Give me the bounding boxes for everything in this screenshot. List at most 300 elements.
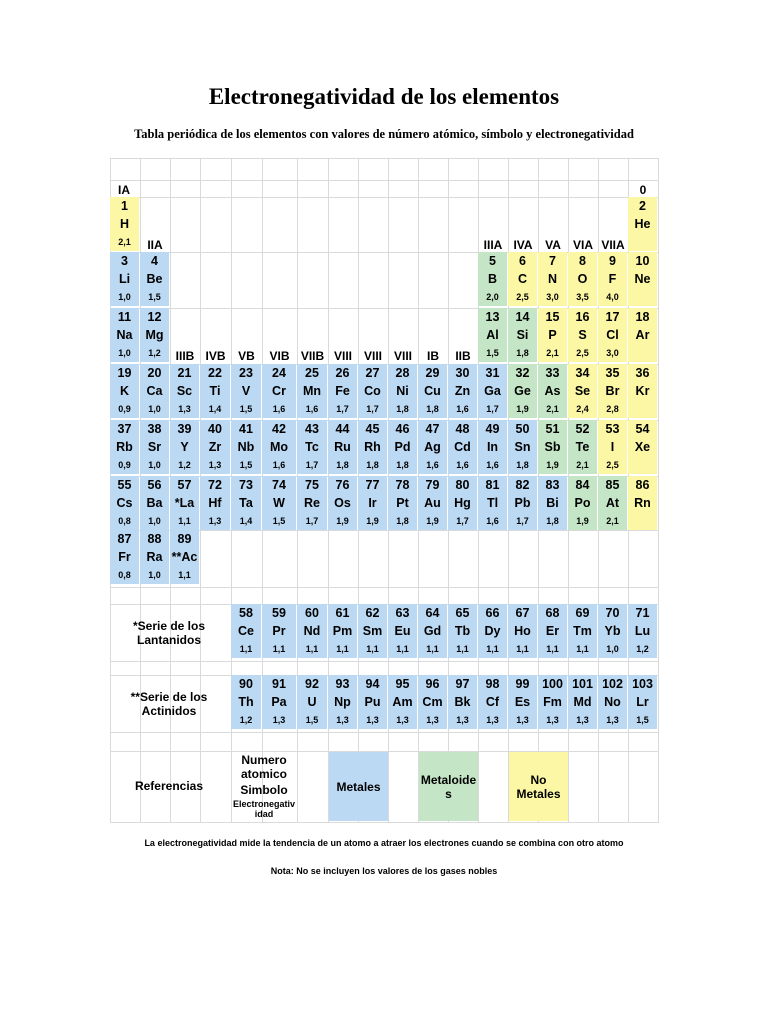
atomic-number: 69 <box>575 606 590 620</box>
electronegativity-value: 1,1 <box>516 644 529 654</box>
atomic-number: 82 <box>515 478 530 492</box>
element-ra <box>140 530 169 584</box>
element-bk <box>448 675 477 729</box>
atomic-number: 53 <box>605 422 620 436</box>
electronegativity-value: 1,6 <box>272 404 286 414</box>
atomic-number: 33 <box>545 366 560 380</box>
element-tm <box>568 604 597 658</box>
element-po <box>568 476 597 530</box>
atomic-number: 28 <box>395 366 410 380</box>
element-pm <box>328 604 357 658</box>
atomic-number: 86 <box>635 478 650 492</box>
atomic-number: 29 <box>425 366 440 380</box>
atomic-number: 97 <box>455 677 470 691</box>
electronegativity-value: 1,1 <box>576 644 589 654</box>
element-symbol: Pt <box>396 496 409 510</box>
electronegativity-value: 1,3 <box>396 715 409 725</box>
element-re <box>297 476 327 530</box>
electronegativity-value: 1,5 <box>486 348 499 358</box>
electronegativity-value: 1,7 <box>516 516 529 526</box>
element-symbol: No <box>604 695 621 709</box>
atomic-number: 4 <box>151 254 158 268</box>
element-symbol: Cr <box>272 384 286 398</box>
atomic-number: 95 <box>395 677 410 691</box>
electronegativity-value: 1,5 <box>239 460 253 470</box>
atomic-number: 57 <box>177 478 192 492</box>
atomic-number: 73 <box>239 478 253 492</box>
element-sc <box>170 364 199 418</box>
element-ac <box>170 530 199 584</box>
element-symbol: K <box>119 384 130 398</box>
element-symbol: He <box>634 217 651 231</box>
electronegativity-value: 1,4 <box>239 516 253 526</box>
group-header: IA <box>118 183 130 197</box>
electronegativity-value: 1,6 <box>456 460 469 470</box>
element-th <box>231 675 261 729</box>
element-ta <box>231 476 261 530</box>
ref-nonmetals: No Metales <box>509 752 568 821</box>
atomic-number: 46 <box>395 422 410 436</box>
element-symbol: At <box>605 496 620 510</box>
electronegativity-value: 1,7 <box>366 404 379 414</box>
element-ga <box>478 364 507 418</box>
element-pr <box>262 604 296 658</box>
atomic-number: 72 <box>208 478 222 492</box>
atomic-number: 64 <box>425 606 440 620</box>
electronegativity-value: 1,9 <box>516 404 529 414</box>
atomic-number: 74 <box>272 478 286 492</box>
atomic-number: 23 <box>239 366 253 380</box>
group-header: VIB <box>269 349 290 363</box>
element-dy <box>478 604 507 658</box>
atomic-number: 16 <box>575 310 590 324</box>
element-symbol: Tl <box>486 496 499 510</box>
element-b <box>478 252 507 306</box>
atomic-number: 51 <box>545 422 560 436</box>
atomic-number: 44 <box>335 422 350 436</box>
element-symbol: Ge <box>514 384 531 398</box>
element-symbol: Ir <box>368 496 377 510</box>
atomic-number: 32 <box>515 366 530 380</box>
atomic-number: 91 <box>272 677 286 691</box>
element-symbol: Lr <box>636 695 649 709</box>
electronegativity-value: 3,5 <box>576 292 589 302</box>
atomic-number: 81 <box>485 478 500 492</box>
electronegativity-value: 1,3 <box>208 460 222 470</box>
element-symbol: Ca <box>146 384 163 398</box>
element-cm <box>418 675 447 729</box>
element-symbol: In <box>486 440 499 454</box>
element-ge <box>508 364 537 418</box>
element-u <box>297 675 327 729</box>
element-tl <box>478 476 507 530</box>
electronegativity-value: 1,1 <box>272 644 286 654</box>
electronegativity-value: 1,3 <box>208 516 222 526</box>
element-symbol: Fe <box>335 384 350 398</box>
electronegativity-value: 1,5 <box>272 516 286 526</box>
element-na <box>110 308 139 362</box>
electronegativity-value: 1,1 <box>366 644 379 654</box>
electronegativity-value: 1,9 <box>576 516 589 526</box>
element-pt <box>388 476 417 530</box>
electronegativity-value: 1,5 <box>239 404 253 414</box>
atomic-number: 21 <box>177 366 192 380</box>
electronegativity-value: 1,8 <box>546 516 559 526</box>
element-symbol: Bi <box>546 496 559 510</box>
atomic-number: 17 <box>605 310 620 324</box>
atomic-number: 66 <box>485 606 500 620</box>
electronegativity-value: 1,0 <box>606 644 619 654</box>
element-symbol: Se <box>574 384 591 398</box>
electronegativity-value: 1,8 <box>396 404 409 414</box>
element-symbol: Nd <box>303 624 321 638</box>
element-symbol: Rn <box>634 496 651 510</box>
electronegativity-value: 1,2 <box>636 644 649 654</box>
element-symbol: Rh <box>364 440 381 454</box>
group-header: VA <box>545 238 561 252</box>
element-mg <box>140 308 169 362</box>
element-symbol: Cl <box>606 328 619 342</box>
element-la <box>170 476 199 530</box>
element-symbol: Zr <box>208 440 222 454</box>
atomic-number: 60 <box>305 606 319 620</box>
element-symbol: Cm <box>422 695 443 709</box>
element-symbol: P <box>548 328 557 342</box>
element-symbol: Li <box>118 272 131 286</box>
atomic-number: 1 <box>121 199 128 213</box>
ref-metalloids: Metaloides <box>419 752 478 821</box>
element-ba <box>140 476 169 530</box>
element-symbol: B <box>487 272 498 286</box>
atomic-number: 54 <box>635 422 650 436</box>
element-zr <box>200 420 230 474</box>
electronegativity-value: 1,9 <box>366 516 379 526</box>
element-symbol: Xe <box>634 440 651 454</box>
atomic-number: 3 <box>121 254 128 268</box>
element-symbol: Ti <box>209 384 221 398</box>
element-symbol: Fm <box>543 695 562 709</box>
element-symbol: Cu <box>424 384 441 398</box>
atomic-number: 80 <box>455 478 470 492</box>
electronegativity-value: 1,7 <box>456 516 469 526</box>
atomic-number: 99 <box>515 677 530 691</box>
element-yb <box>598 604 627 658</box>
element-symbol: As <box>544 384 561 398</box>
atomic-number: 92 <box>305 677 319 691</box>
atomic-number: 63 <box>395 606 410 620</box>
element-xe <box>628 420 657 474</box>
atomic-number: 36 <box>635 366 650 380</box>
element-n <box>538 252 567 306</box>
electronegativity-value: 1,1 <box>178 516 191 526</box>
element-se <box>568 364 597 418</box>
electronegativity-value: 1,6 <box>272 460 286 470</box>
element-symbol: Hf <box>208 496 222 510</box>
element-symbol: Gd <box>423 624 442 638</box>
atomic-number: 15 <box>545 310 560 324</box>
electronegativity-value: 1,5 <box>636 715 649 725</box>
electronegativity-value: 1,0 <box>118 348 131 358</box>
element-symbol: Au <box>424 496 441 510</box>
element-eu <box>388 604 417 658</box>
element-hg <box>448 476 477 530</box>
electronegativity-value: 1,0 <box>118 292 131 302</box>
lanthanides-label: *Serie de los Lantanidos <box>132 619 206 647</box>
element-symbol: Ar <box>635 328 650 342</box>
element-es <box>508 675 537 729</box>
atomic-number: 38 <box>147 422 162 436</box>
electronegativity-value: 1,6 <box>305 404 319 414</box>
element-symbol: Ho <box>514 624 531 638</box>
element-ag <box>418 420 447 474</box>
electronegativity-value: 1,8 <box>516 460 529 470</box>
element-symbol: H <box>119 217 130 231</box>
element-ir <box>358 476 387 530</box>
element-s <box>568 308 597 362</box>
electronegativity-value: 2,4 <box>576 404 589 414</box>
element-kr <box>628 364 657 418</box>
element-h <box>110 197 139 251</box>
atomic-number: 2 <box>639 199 646 213</box>
element-symbol: Sn <box>514 440 531 454</box>
atomic-number: 11 <box>117 310 132 324</box>
element-ar <box>628 308 657 362</box>
electronegativity-value: 1,0 <box>148 404 161 414</box>
group-header: IIIA <box>483 238 503 252</box>
element-fm <box>538 675 567 729</box>
electronegativity-value: 1,4 <box>208 404 222 414</box>
electronegativity-value: 1,3 <box>426 715 439 725</box>
element-symbol: Be <box>146 272 163 286</box>
atomic-number: 22 <box>208 366 222 380</box>
atomic-number: 9 <box>609 254 616 268</box>
element-i <box>598 420 627 474</box>
element-fe <box>328 364 357 418</box>
element-sb <box>538 420 567 474</box>
element-rb <box>110 420 139 474</box>
element-symbol: Si <box>516 328 529 342</box>
element-symbol: Cs <box>116 496 133 510</box>
electronegativity-value: 1,0 <box>148 460 161 470</box>
atomic-number: 26 <box>335 366 350 380</box>
electronegativity-value: 1,3 <box>606 715 619 725</box>
element-tc <box>297 420 327 474</box>
atomic-number: 93 <box>335 677 350 691</box>
electronegativity-value: 1,6 <box>486 460 499 470</box>
element-li <box>110 252 139 306</box>
element-hf <box>200 476 230 530</box>
group-header: VB <box>238 349 255 363</box>
element-symbol: Ce <box>238 624 254 638</box>
electronegativity-value: 1,7 <box>305 460 319 470</box>
group-header: IIB <box>455 349 471 363</box>
references-label: Referencias <box>134 779 204 793</box>
atomic-number: 10 <box>635 254 650 268</box>
atomic-number: 42 <box>272 422 286 436</box>
element-cu <box>418 364 447 418</box>
electronegativity-value: 1,1 <box>426 644 439 654</box>
element-symbol: Re <box>304 496 320 510</box>
atomic-number: 89 <box>177 532 192 546</box>
element-symbol: Hg <box>454 496 471 510</box>
element-er <box>538 604 567 658</box>
element-symbol: Ag <box>424 440 441 454</box>
atomic-number: 6 <box>519 254 526 268</box>
electronegativity-value: 3,0 <box>606 348 619 358</box>
electronegativity-value: 0,8 <box>118 516 131 526</box>
element-symbol: Pb <box>514 496 531 510</box>
atomic-number: 19 <box>117 366 132 380</box>
element-symbol: Pa <box>271 695 287 709</box>
element-lr <box>628 675 657 729</box>
atomic-number: 8 <box>579 254 586 268</box>
group-header: VIIB <box>300 349 325 363</box>
atomic-number: 52 <box>575 422 590 436</box>
element-symbol: Te <box>575 440 590 454</box>
atomic-number: 39 <box>177 422 192 436</box>
element-symbol: Ta <box>239 496 253 510</box>
atomic-number: 49 <box>485 422 500 436</box>
element-symbol: Kr <box>635 384 650 398</box>
element-symbol: **Ac <box>171 550 198 564</box>
electronegativity-value: 1,1 <box>546 644 559 654</box>
element-symbol: Cd <box>454 440 471 454</box>
ref-electronegativity: Electronegatividad <box>232 799 296 819</box>
atomic-number: 34 <box>575 366 590 380</box>
element-symbol: Nb <box>237 440 255 454</box>
element-ti <box>200 364 230 418</box>
group-header: VIII <box>333 349 352 363</box>
element-symbol: O <box>577 272 588 286</box>
element-symbol: Tm <box>573 624 592 638</box>
element-ca <box>140 364 169 418</box>
element-symbol: S <box>578 328 587 342</box>
element-symbol: Tb <box>454 624 471 638</box>
element-os <box>328 476 357 530</box>
element-am <box>388 675 417 729</box>
element-symbol: Y <box>180 440 189 454</box>
element-p <box>538 308 567 362</box>
atomic-number: 27 <box>365 366 380 380</box>
element-symbol: Mo <box>269 440 289 454</box>
element-w <box>262 476 296 530</box>
element-nd <box>297 604 327 658</box>
atomic-number: 18 <box>635 310 650 324</box>
electronegativity-value: 1,6 <box>486 516 499 526</box>
electronegativity-value: 1,3 <box>336 715 349 725</box>
electronegativity-note: La electronegatividad mide la tendencia de un atomo a atraer los electrones cuando se combina con otro atomo <box>144 838 624 848</box>
electronegativity-value: 1,3 <box>486 715 499 725</box>
group-header: VIII <box>363 349 382 363</box>
electronegativity-value: 1,9 <box>426 516 439 526</box>
element-symbol: Th <box>238 695 254 709</box>
element-ru <box>328 420 357 474</box>
atomic-number: 98 <box>485 677 500 691</box>
electronegativity-value: 1,3 <box>178 404 191 414</box>
electronegativity-value: 1,2 <box>148 348 161 358</box>
electronegativity-value: 0,8 <box>118 570 131 580</box>
element-symbol: Sm <box>362 624 383 638</box>
electronegativity-value: 1,1 <box>396 644 409 654</box>
element-cs <box>110 476 139 530</box>
element-symbol: Ne <box>634 272 651 286</box>
electronegativity-value: 1,2 <box>178 460 191 470</box>
atomic-number: 37 <box>117 422 132 436</box>
element-al <box>478 308 507 362</box>
atomic-number: 68 <box>545 606 560 620</box>
element-symbol: Am <box>392 695 413 709</box>
electronegativity-value: 1,5 <box>148 292 161 302</box>
element-si <box>508 308 537 362</box>
electronegativity-value: 1,3 <box>546 715 559 725</box>
atomic-number: 76 <box>335 478 350 492</box>
actinides-label: **Serie de los Actinidos <box>130 690 208 718</box>
element-pa <box>262 675 296 729</box>
element-symbol: Pm <box>332 624 353 638</box>
electronegativity-value: 1,8 <box>336 460 349 470</box>
element-symbol: Er <box>545 624 560 638</box>
electronegativity-value: 1,1 <box>456 644 469 654</box>
ref-atomic-number: Numero atomico <box>240 753 287 781</box>
element-symbol: Tc <box>305 440 319 454</box>
atomic-number: 101 <box>572 677 593 691</box>
element-as <box>538 364 567 418</box>
element-cr <box>262 364 296 418</box>
element-ho <box>508 604 537 658</box>
electronegativity-value: 2,1 <box>576 460 589 470</box>
atomic-number: 70 <box>605 606 620 620</box>
atomic-number: 48 <box>455 422 470 436</box>
element-ne <box>628 252 657 306</box>
element-at <box>598 476 627 530</box>
element-o <box>568 252 597 306</box>
electronegativity-value: 1,9 <box>546 460 559 470</box>
atomic-number: 94 <box>365 677 380 691</box>
element-symbol: Po <box>574 496 591 510</box>
electronegativity-value: 1,3 <box>516 715 529 725</box>
element-zn <box>448 364 477 418</box>
element-sr <box>140 420 169 474</box>
element-symbol: Na <box>116 328 133 342</box>
atomic-number: 30 <box>455 366 470 380</box>
element-symbol: Pd <box>394 440 411 454</box>
electronegativity-value: 1,8 <box>396 516 409 526</box>
atomic-number: 13 <box>485 310 500 324</box>
atomic-number: 79 <box>425 478 440 492</box>
electronegativity-value: 1,3 <box>272 715 286 725</box>
atomic-number: 103 <box>632 677 653 691</box>
atomic-number: 65 <box>455 606 470 620</box>
element-symbol: Co <box>364 384 381 398</box>
atomic-number: 85 <box>605 478 620 492</box>
atomic-number: 59 <box>272 606 286 620</box>
electronegativity-value: 1,1 <box>239 644 253 654</box>
atomic-number: 62 <box>365 606 380 620</box>
electronegativity-value: 1,6 <box>456 404 469 414</box>
page-title: Electronegatividad de los elementos <box>208 84 560 109</box>
element-symbol: Pu <box>364 695 381 709</box>
electronegativity-value: 1,1 <box>305 644 319 654</box>
element-he <box>628 197 657 251</box>
element-symbol: Ra <box>146 550 163 564</box>
atomic-number: 24 <box>272 366 286 380</box>
group-header: IIIB <box>175 349 195 363</box>
atomic-number: 100 <box>542 677 563 691</box>
element-symbol: I <box>610 440 615 454</box>
element-ce <box>231 604 261 658</box>
atomic-number: 77 <box>365 478 380 492</box>
element-symbol: Rb <box>116 440 133 454</box>
